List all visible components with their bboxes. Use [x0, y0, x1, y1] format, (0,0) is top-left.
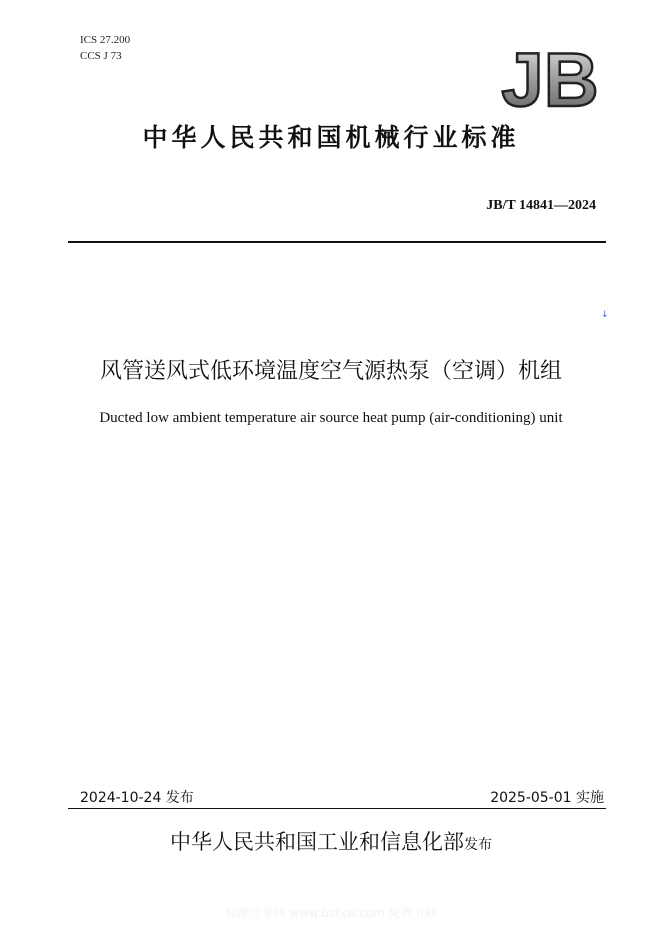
watermark-text: 标准分享网 www.bzfxw.com 免费下载 — [225, 906, 437, 920]
jb-logo — [492, 42, 604, 112]
title-english: Ducted low ambient temperature air source heat pump (air-conditioning) unit — [99, 410, 563, 426]
top-divider — [68, 241, 606, 243]
publisher — [0, 826, 662, 856]
publisher-suffix: 发布 — [464, 837, 492, 853]
implementation-date: 2025-05-01 实施 — [490, 790, 604, 806]
industry-standard-title: 中华人民共和国机械行业标准 — [142, 123, 520, 152]
logo-text: JB — [501, 42, 599, 112]
publisher-name: 中华人民共和国工业和信息化部 — [170, 830, 464, 854]
ccs-code: CCS J 73 — [80, 50, 122, 62]
issue-date: 2024-10-24 发布 — [80, 790, 194, 806]
bottom-divider — [68, 808, 606, 809]
ics-code: ICS 27.200 — [80, 34, 131, 46]
arrow-down-icon: ↓ — [601, 310, 609, 320]
title-chinese: 风管送风式低环境温度空气源热泵（空调）机组 — [99, 359, 562, 384]
standard-number: JB/T 14841—2024 — [486, 198, 596, 213]
